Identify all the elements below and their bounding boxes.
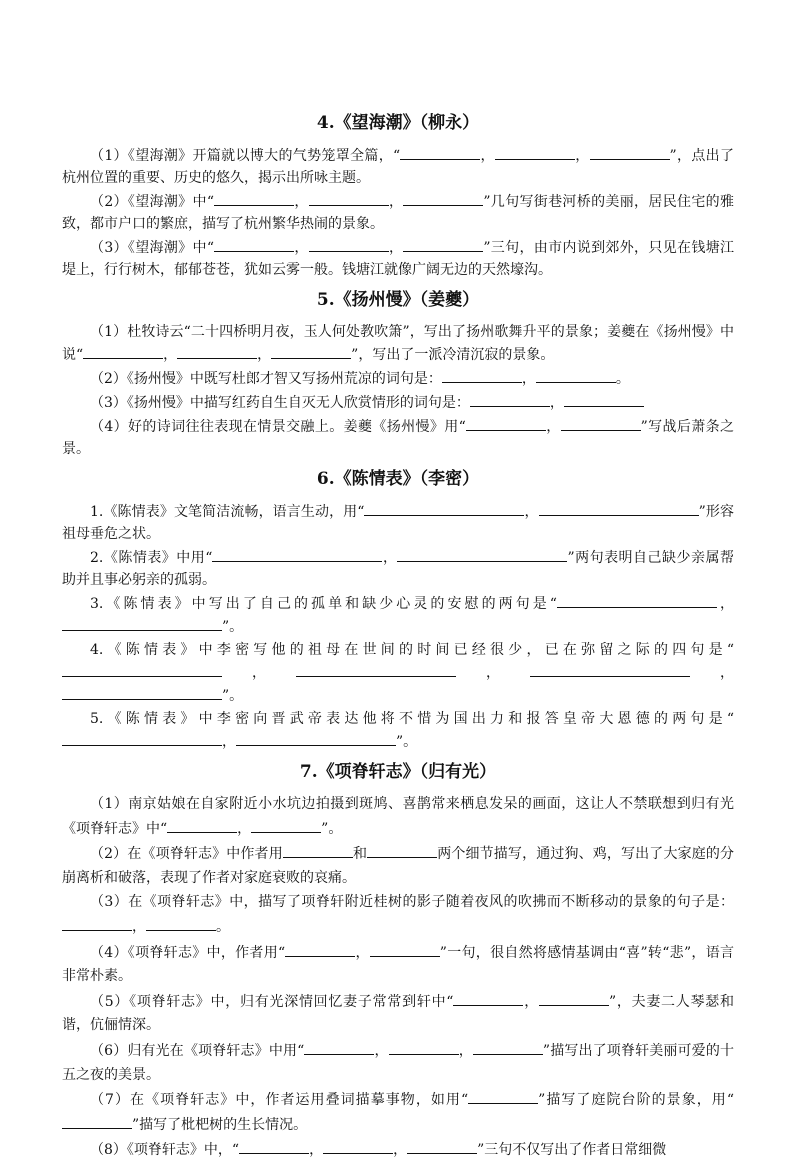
question-6-5: 5.《陈情表》中李密向晋武帝表达他将不惜为国出力和报答皇帝大恩德的两句是“， ”。	[62, 708, 734, 753]
answer-blank[interactable]	[400, 144, 480, 160]
answer-blank[interactable]	[62, 684, 222, 700]
answer-blank[interactable]	[62, 1113, 132, 1129]
answer-blank[interactable]	[453, 990, 523, 1006]
answer-blank[interactable]	[167, 817, 237, 833]
section-6	[62, 464, 734, 753]
answer-blank[interactable]	[62, 915, 132, 931]
question-6-3: 3.《陈情表》中写出了自己的孤单和缺少心灵的安慰的两句是“ ，”。	[62, 592, 734, 638]
answer-blank[interactable]	[403, 190, 483, 206]
question-5-4: （4）好的诗词往往表现在情景交融上。姜夔《扬州慢》用“ ， ”写战后萧条之景。	[62, 415, 734, 460]
answer-blank[interactable]	[285, 941, 355, 957]
answer-blank[interactable]	[214, 190, 294, 206]
question-4-1: （1）《望海潮》开篇就以博大的气势笼罩全篇，“ ， ， ”，点出了杭州位置的重要、历史的悠久，揭示出所咏主题。	[62, 144, 734, 189]
answer-blank[interactable]	[62, 730, 222, 746]
answer-blank[interactable]	[539, 990, 609, 1006]
answer-blank[interactable]	[283, 842, 353, 858]
section-title: 5.《扬州慢》（姜夔）	[316, 290, 480, 310]
answer-blank[interactable]	[236, 730, 396, 746]
answer-blank[interactable]	[309, 236, 389, 252]
question-7-2: （2）在《项脊轩志》中作者用 和 两个细节描写，通过狗、鸡，写出了大家庭的分崩离析和破落，表现了作者对家庭衰败的哀痛。	[62, 842, 734, 890]
answer-blank[interactable]	[239, 1138, 309, 1154]
section-4	[62, 108, 734, 281]
section-title: 6.《陈情表》（李密）	[316, 469, 480, 489]
answer-blank[interactable]	[397, 546, 567, 562]
section-title: 7.《项脊轩志》（归有光）	[299, 762, 497, 782]
answer-blank[interactable]	[536, 367, 616, 383]
question-6-2: 2.《陈情表》中用“ ， ”两句表明自己缺少亲属帮助并且事必躬亲的孤弱。	[62, 546, 734, 591]
answer-blank[interactable]	[367, 842, 437, 858]
answer-blank[interactable]	[370, 941, 440, 957]
question-5-2: （2）《扬州慢》中既写杜郎才智又写扬州荒凉的词句是： ， 。	[62, 367, 734, 390]
question-5-3: （3）《扬州慢》中描写红药自生自灭无人欣赏情形的词句是： ，	[62, 391, 734, 414]
answer-blank[interactable]	[389, 1039, 459, 1055]
answer-blank[interactable]	[83, 343, 163, 359]
answer-blank[interactable]	[466, 415, 546, 431]
answer-blank[interactable]	[146, 915, 216, 931]
answer-blank[interactable]	[539, 500, 699, 516]
question-7-5: （5）《项脊轩志》中，归有光深情回忆妻子常常到轩中“ ， ”，夫妻二人琴瑟和谐，伉俪情深。	[62, 990, 734, 1038]
section-5	[62, 285, 734, 460]
answer-blank[interactable]	[177, 343, 257, 359]
answer-blank[interactable]	[561, 415, 641, 431]
answer-blank[interactable]	[62, 661, 222, 677]
question-7-7: （7）在《项脊轩志》中，作者运用叠词描摹事物，如用“ ”描写了庭院台阶的景象，用“”描写了枇杷树的生长情况。	[62, 1088, 734, 1137]
answer-blank[interactable]	[564, 391, 644, 407]
question-6-1: 1.《陈情表》文笔简洁流畅，语言生动，用“ ， ”形容祖母垂危之状。	[62, 500, 734, 545]
section-title: 4.《望海潮》（柳永）	[316, 113, 480, 133]
answer-blank[interactable]	[468, 1088, 538, 1104]
answer-blank[interactable]	[214, 236, 294, 252]
answer-blank[interactable]	[271, 343, 351, 359]
answer-blank[interactable]	[470, 391, 550, 407]
answer-blank[interactable]	[590, 144, 670, 160]
question-7-3: （3）在《项脊轩志》中，描写了项脊轩附近桂树的影子随着夜风的吹拂而不断移动的景象的句子是：， 。	[62, 891, 734, 939]
answer-blank[interactable]	[323, 1138, 393, 1154]
question-7-6: （6）归有光在《项脊轩志》中用“ ， ， ”描写出了项脊轩美丽可爱的十五之夜的美景。	[62, 1039, 734, 1087]
answer-blank[interactable]	[251, 817, 321, 833]
answer-blank[interactable]	[495, 144, 575, 160]
answer-blank[interactable]	[62, 615, 222, 631]
question-4-2: （2）《望海潮》中“ ， ， ”几句写街巷河桥的美丽，居民住宅的雅致，都市户口的繁庶，描写了杭州繁华热闹的景象。	[62, 190, 734, 235]
question-4-3: （3）《望海潮》中“ ， ， ”三句，由市内说到郊外，只见在钱塘江堤上，行行树木，郁郁苍苍，犹如云雾一般。钱塘江就像广阔无边的天然壕沟。	[62, 236, 734, 281]
answer-blank[interactable]	[364, 500, 524, 516]
answer-blank[interactable]	[557, 592, 717, 608]
question-6-4: 4.《陈情表》中李密写他的祖母在世间的时间已经很少，已在弥留之际的四句是“， ， ，”。	[62, 639, 734, 707]
answer-blank[interactable]	[212, 546, 382, 562]
answer-blank[interactable]	[296, 661, 456, 677]
answer-blank[interactable]	[403, 236, 483, 252]
answer-blank[interactable]	[473, 1039, 543, 1055]
answer-blank[interactable]	[407, 1138, 477, 1154]
answer-blank[interactable]	[309, 190, 389, 206]
question-7-1: （1）南京姑娘在自家附近小水坑边拍摄到斑鸠、喜鹊常来栖息发呆的画面，这让人不禁联想到归有光《项脊轩志》中“ ， ”。	[62, 796, 734, 837]
answer-blank[interactable]	[304, 1039, 374, 1055]
question-7-8: （8）《项脊轩志》中，“ ， ， ”三句不仅写出了作者日常细微	[62, 1138, 734, 1163]
question-7-4: （4）《项脊轩志》中，作者用“ ， ”一句，很自然将感情基调由“喜”转“悲”，语言非常朴素。	[62, 941, 734, 989]
question-5-1: （1）杜牧诗云“二十四桥明月夜，玉人何处教吹箫”，写出了扬州歌舞升平的景象；姜夔在《扬州慢》中说“ ， ， ”，写出了一派冷清沉寂的景象。	[62, 324, 734, 363]
section-7	[62, 757, 734, 1163]
answer-blank[interactable]	[442, 367, 522, 383]
answer-blank[interactable]	[530, 661, 690, 677]
document-page	[62, 108, 734, 1167]
